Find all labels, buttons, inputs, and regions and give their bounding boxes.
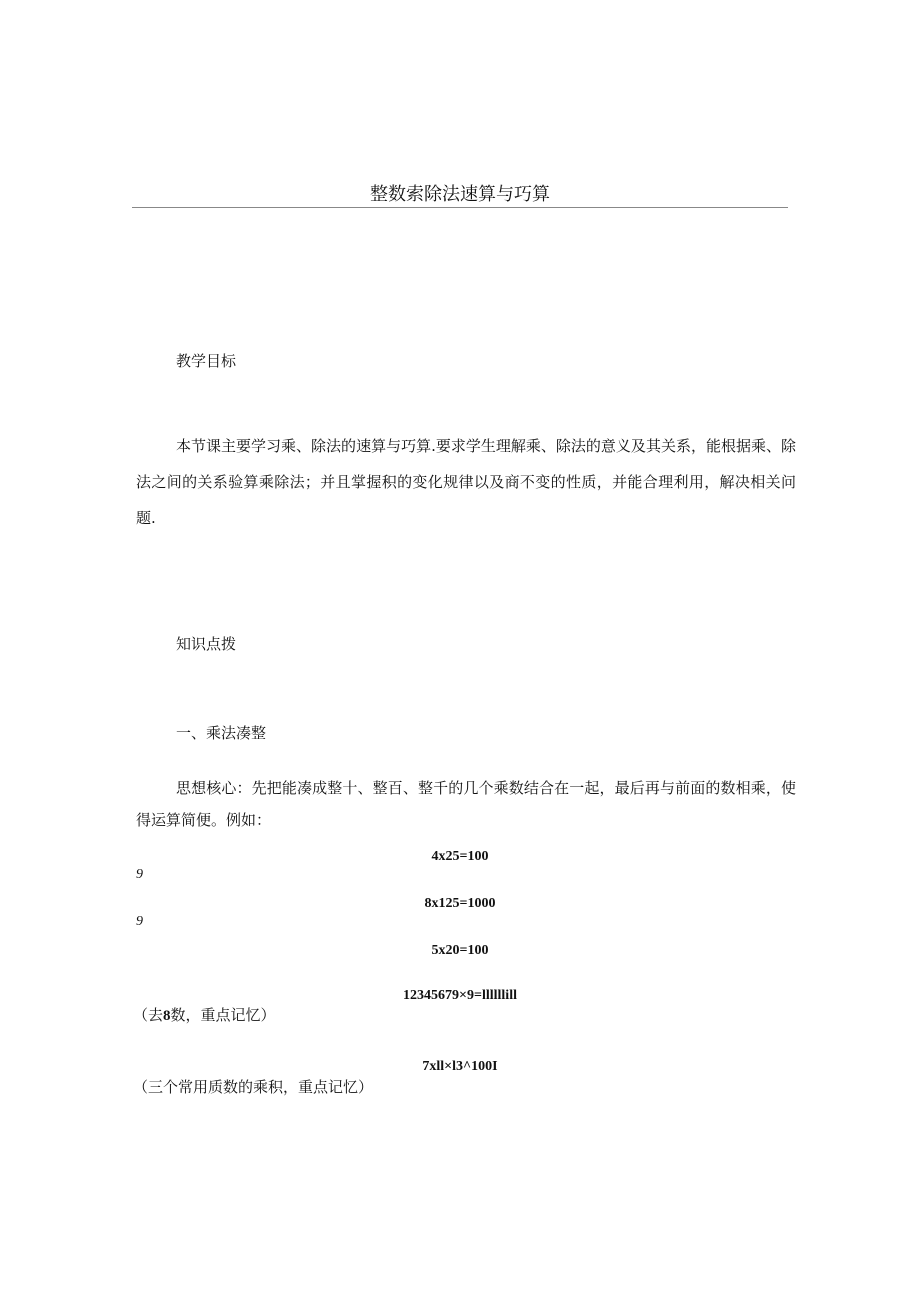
formula-2: 8x125=1000 bbox=[424, 896, 496, 911]
formula-2-marker: 9 bbox=[136, 914, 143, 929]
section-heading-objectives: 教学目标 bbox=[176, 352, 237, 370]
formula-5-note: （三个常用质数的乘积，重点记忆） bbox=[133, 1078, 374, 1096]
formula-4-note: （去8数，重点记忆） bbox=[133, 1006, 276, 1024]
formula-5: 7xll×l3^100I bbox=[422, 1059, 498, 1074]
formula-1-marker: 9 bbox=[136, 867, 143, 882]
section-heading-knowledge: 知识点拨 bbox=[176, 635, 237, 653]
formula-1: 4x25=100 bbox=[431, 849, 489, 864]
core-idea-paragraph: 思想核心：先把能凑成整十、整百、整千的几个乘数结合在一起，最后再与前面的数相乘，使得运算简便。例如： bbox=[136, 779, 796, 829]
document-title: 整数索除法速算与巧算 bbox=[370, 184, 550, 205]
title-underline bbox=[132, 207, 788, 208]
subsection-heading-multiplication: 一、乘法凑整 bbox=[176, 724, 267, 742]
formula-4: 12345679×9=llllllill bbox=[403, 988, 517, 1003]
objectives-paragraph: 本节课主要学习乘、除法的速算与巧算.要求学生理解乘、除法的意义及其关系，能根据乘、除法之间的关系验算乘除法；并且掌握积的变化规律以及商不变的性质，并能合理利用，解决相关问题. bbox=[136, 437, 796, 527]
formula-3: 5x20=100 bbox=[431, 943, 489, 958]
